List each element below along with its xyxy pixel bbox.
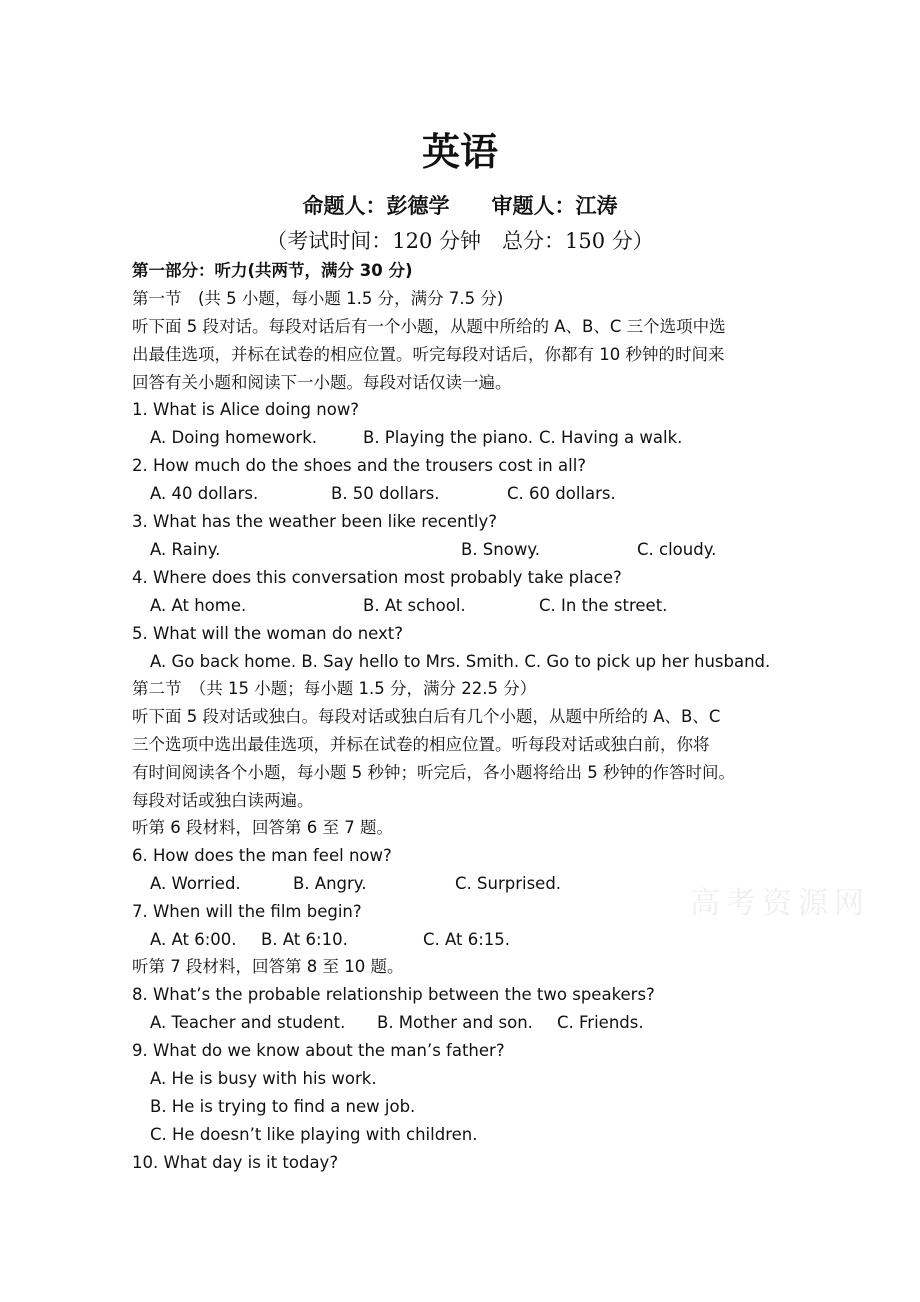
section1-instructions-2: 出最佳选项，并标在试卷的相应位置。听完每段对话后，你都有 10 秒钟的时间来 — [132, 345, 725, 364]
question-4: 4. Where does this conversation most probably take place? — [132, 568, 622, 587]
option-b: B. Mother and son. — [377, 1013, 533, 1032]
question-3: 3. What has the weather been like recently? — [132, 512, 498, 531]
option-c: C. Friends. — [557, 1013, 644, 1032]
option-c: C. At 6:15. — [423, 930, 511, 949]
option-a: A. Worried. — [150, 874, 241, 893]
question-6-options — [150, 874, 561, 894]
option-a: A. Teacher and student. — [150, 1013, 346, 1032]
section1-instructions-3: 回答有关小题和阅读下一小题。每段对话仅读一遍。 — [132, 373, 512, 392]
question-7-options — [150, 930, 510, 950]
section2-instructions-4: 每段对话或独白读两遍。 — [132, 791, 314, 810]
option-c: C. 60 dollars. — [507, 484, 616, 503]
option-b: B. Angry. — [293, 874, 367, 893]
section2-instructions-2: 三个选项中选出最佳选项，并标在试卷的相应位置。听每段对话或独白前，你将 — [132, 735, 710, 754]
watermark: 高考资源网 — [690, 886, 870, 921]
option-a: A. At home. — [150, 596, 247, 615]
question-6: 6. How does the man feel now? — [132, 846, 392, 865]
option-a: A. Doing homework. — [150, 428, 317, 447]
question-4-options — [150, 596, 667, 616]
question-3-options — [150, 540, 716, 560]
option-c: C. Surprised. — [455, 874, 562, 893]
question-9-option-b: B. He is trying to find a new job. — [150, 1097, 416, 1116]
option-c: C. In the street. — [539, 596, 668, 615]
question-5-options: A. Go back home. B. Say hello to Mrs. Smith. C. Go to pick up her husband. — [150, 652, 771, 671]
section2-instructions-1: 听下面 5 段对话或独白。每段对话或独白后有几个小题，从题中所给的 A、B、C — [132, 707, 721, 726]
option-b: B. At school. — [363, 596, 466, 615]
option-b: B. 50 dollars. — [331, 484, 440, 503]
section2-heading: 第二节 （共 15 小题；每小题 1.5 分，满分 22.5 分） — [132, 679, 537, 698]
material-7-note: 听第 7 段材料，回答第 8 至 10 题。 — [132, 957, 404, 976]
material-6-note: 听第 6 段材料，回答第 6 至 7 题。 — [132, 818, 393, 837]
option-b: B. Playing the piano. — [363, 428, 533, 447]
authors-line: 命题人：彭德学 审题人：江涛 — [302, 193, 618, 218]
option-a: A. Rainy. — [150, 540, 221, 559]
part1-heading: 第一部分：听力(共两节，满分 30 分) — [132, 261, 413, 280]
section1-instructions-1: 听下面 5 段对话。每段对话后有一个小题，从题中所给的 A、B、C 三个选项中选 — [132, 317, 726, 336]
question-7: 7. When will the film begin? — [132, 902, 362, 921]
question-5: 5. What will the woman do next? — [132, 624, 404, 643]
question-2-options — [150, 484, 616, 504]
option-a: A. 40 dollars. — [150, 484, 259, 503]
option-c: C. cloudy. — [637, 540, 717, 559]
section2-instructions-3: 有时间阅读各个小题，每小题 5 秒钟；听完后，各小题将给出 5 秒钟的作答时间。 — [132, 763, 735, 782]
option-b: B. Snowy. — [461, 540, 540, 559]
question-10: 10. What day is it today? — [132, 1153, 339, 1172]
option-c: C. Having a walk. — [539, 428, 683, 447]
option-a: A. At 6:00. — [150, 930, 237, 949]
question-1-options — [150, 428, 682, 448]
question-8-options — [150, 1013, 644, 1033]
question-9-option-a: A. He is busy with his work. — [150, 1069, 377, 1088]
section1-heading: 第一节 (共 5 小题，每小题 1.5 分，满分 7.5 分) — [132, 289, 504, 308]
question-9: 9. What do we know about the man’s father? — [132, 1041, 505, 1060]
exam-info: （考试时间：120 分钟 总分：150 分） — [266, 229, 654, 253]
question-9-option-c: C. He doesn’t like playing with children. — [150, 1125, 478, 1144]
page-title: 英语 — [421, 129, 498, 174]
question-1: 1. What is Alice doing now? — [132, 400, 360, 419]
question-2: 2. How much do the shoes and the trousers cost in all? — [132, 456, 587, 475]
option-b: B. At 6:10. — [261, 930, 348, 949]
question-8: 8. What’s the probable relationship between the two speakers? — [132, 985, 655, 1004]
